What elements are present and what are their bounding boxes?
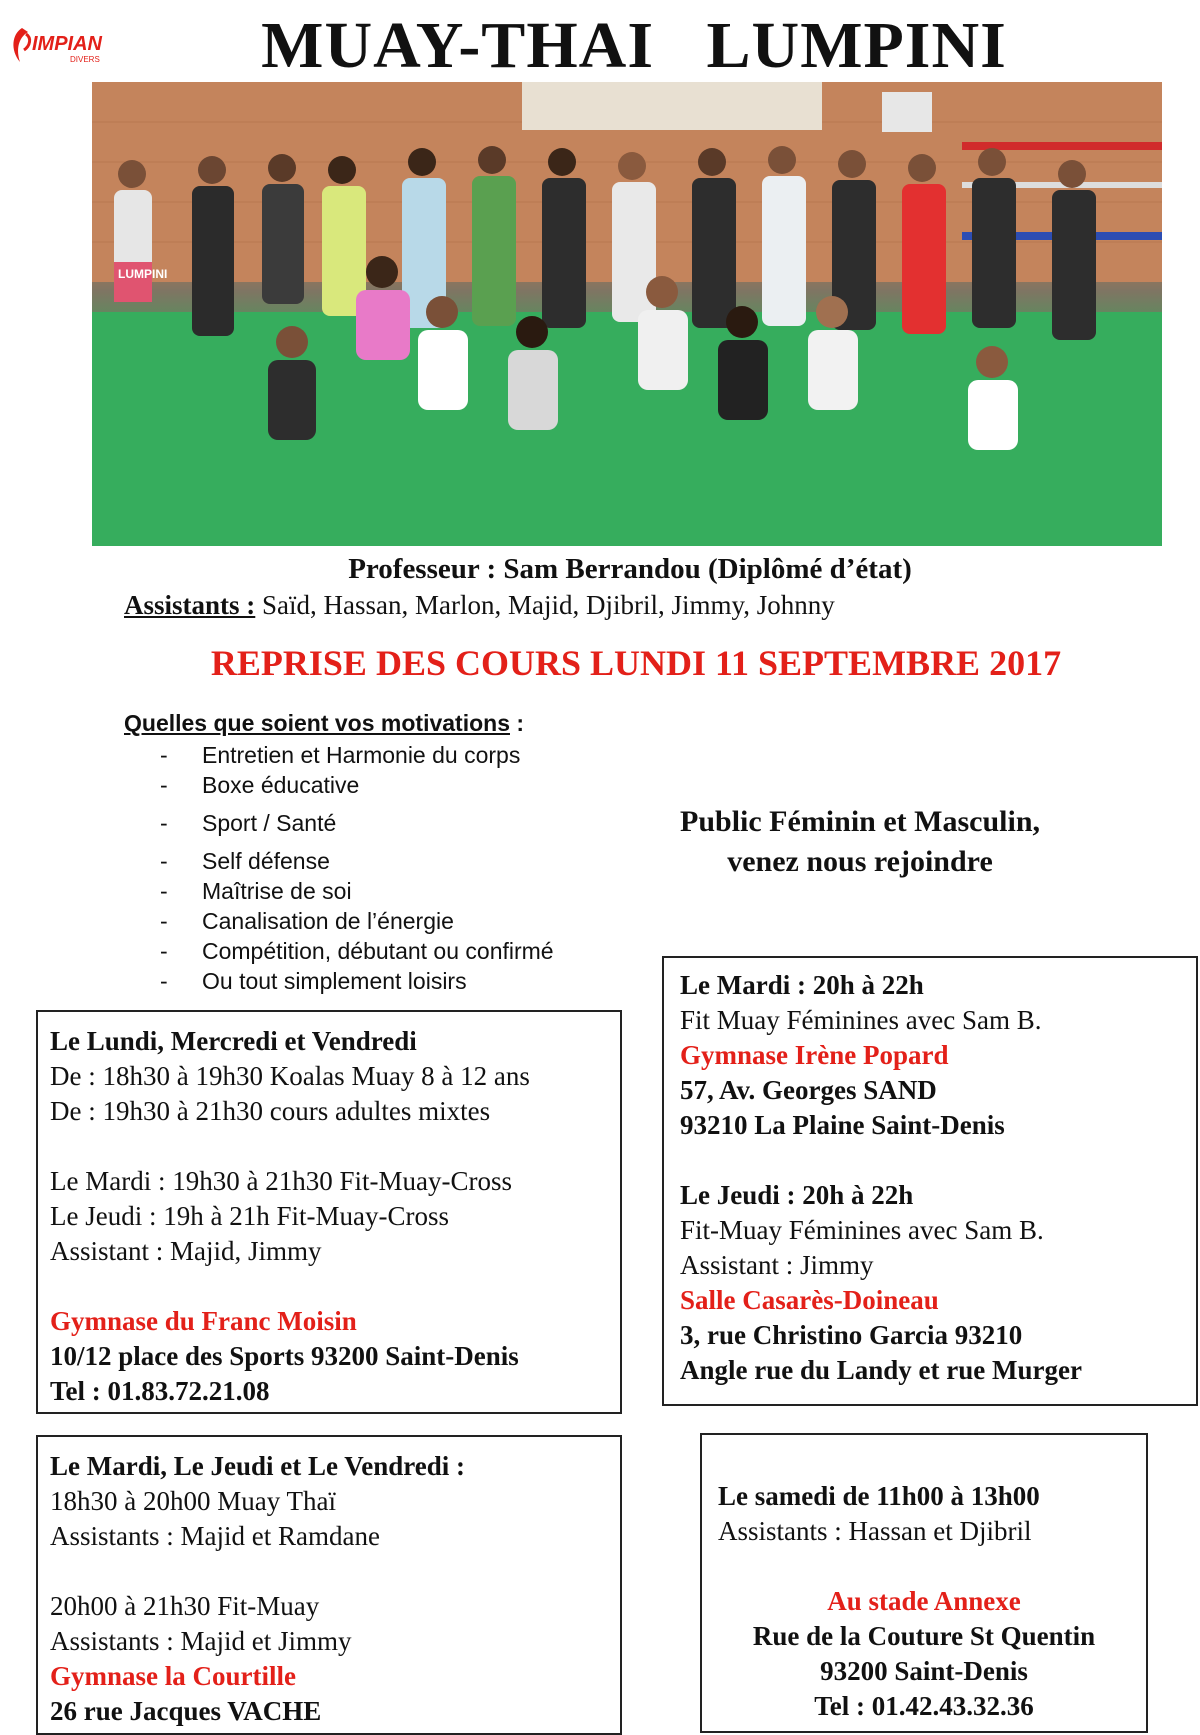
public-line-1: Public Féminin et Masculin, [680, 805, 1040, 838]
motivations-heading-suffix: : [509, 710, 525, 736]
schedule-line: Fit Muay Féminines avec Sam B. [680, 1005, 1042, 1035]
list-item: - Sport / Santé [160, 808, 554, 838]
venue-address: Angle rue du Landy et rue Murger [680, 1355, 1082, 1385]
schedule-days: Le Mardi : 20h à 22h [680, 970, 924, 1000]
schedule-line: De : 19h30 à 21h30 cours adultes mixtes [50, 1096, 491, 1126]
schedule-line: Assistant : Jimmy [680, 1250, 874, 1280]
schedule-line: De : 18h30 à 19h30 Koalas Muay 8 à 12 ans [50, 1061, 530, 1091]
list-item: - Compétition, débutant ou confirmé [160, 936, 554, 966]
assistants-line [124, 590, 835, 621]
venue-phone: Tel : 01.42.43.32.36 [814, 1691, 1034, 1721]
venue-address: 93200 Saint-Denis [820, 1656, 1028, 1686]
schedule-line: Assistants : Majid et Ramdane [50, 1521, 380, 1551]
professor-line: Professeur : Sam Berrandou (Diplômé d’état) [348, 553, 912, 585]
venue-name: Gymnase la Courtille [50, 1661, 296, 1691]
venue-name: Gymnase Irène Popard [680, 1040, 949, 1070]
motivations-list [160, 740, 554, 996]
schedule-line: Assistants : Hassan et Djibril [718, 1516, 1032, 1546]
list-item: - Maîtrise de soi [160, 876, 554, 906]
assistants-names: Saïd, Hassan, Marlon, Majid, Djibril, Jimmy, Johnny [255, 590, 835, 620]
motivations-heading [124, 710, 524, 737]
page-title: MUAY-THAI LUMPINI [261, 9, 1007, 82]
assistants-label: Assistants : [124, 590, 256, 620]
venue-name: Gymnase du Franc Moisin [50, 1306, 357, 1336]
logo-text: IMPIAN [32, 33, 102, 55]
schedule-line: Assistant : Majid, Jimmy [50, 1236, 322, 1266]
venue-address: 26 rue Jacques VACHE [50, 1696, 322, 1726]
schedule-line: Assistants : Majid et Jimmy [50, 1626, 352, 1656]
schedule-days: Le Jeudi : 20h à 22h [680, 1180, 914, 1210]
schedule-box-franc-moisin [36, 1010, 622, 1414]
schedule-days: Le samedi de 11h00 à 13h00 [718, 1481, 1040, 1511]
list-item: - Self défense [160, 846, 554, 876]
schedule-box-stade [700, 1433, 1148, 1733]
schedule-days: Le Mardi, Le Jeudi et Le Vendredi : [50, 1451, 465, 1481]
schedule-box-courtille [36, 1435, 622, 1735]
schedule-line: Le Mardi : 19h30 à 21h30 Fit-Muay-Cross [50, 1166, 512, 1196]
venue-phone: Tel : 01.83.72.21.08 [50, 1376, 270, 1406]
venue-name: Salle Casarès-Doineau [680, 1285, 939, 1315]
group-photo [92, 82, 1162, 546]
venue-address: Rue de la Couture St Quentin [752, 1621, 1096, 1651]
logo-subtext: DIVERS [70, 55, 100, 64]
schedule-line: 18h30 à 20h00 Muay Thaï [50, 1486, 336, 1516]
list-item: - Canalisation de l’énergie [160, 906, 554, 936]
list-item: - Ou tout simplement loisirs [160, 966, 554, 996]
schedule-line: 20h00 à 21h30 Fit-Muay [50, 1591, 320, 1621]
venue-address: 93210 La Plaine Saint-Denis [680, 1110, 1005, 1140]
motivations-heading-text: Quelles que soient vos motivations [124, 710, 510, 736]
venue-address: 10/12 place des Sports 93200 Saint-Denis [50, 1341, 519, 1371]
venue-address: 3, rue Christino Garcia 93210 [680, 1320, 1023, 1350]
venue-address: 57, Av. Georges SAND [680, 1075, 937, 1105]
list-item: - Entretien et Harmonie du corps [160, 740, 554, 770]
photo-banner-text: LUMPINI [118, 267, 168, 281]
venue-name: Au stade Annexe [827, 1586, 1021, 1616]
reprise-announcement: REPRISE DES COURS LUNDI 11 SEPTEMBRE 2017 [210, 643, 1062, 683]
list-item: - Boxe éducative [160, 770, 554, 800]
schedule-days: Le Lundi, Mercredi et Vendredi [50, 1026, 417, 1056]
schedule-line: Le Jeudi : 19h à 21h Fit-Muay-Cross [50, 1201, 449, 1231]
public-callout [640, 802, 1080, 882]
schedule-box-popard [662, 956, 1198, 1406]
public-line-2: venez nous rejoindre [727, 845, 993, 878]
schedule-line: Fit-Muay Féminines avec Sam B. [680, 1215, 1044, 1245]
